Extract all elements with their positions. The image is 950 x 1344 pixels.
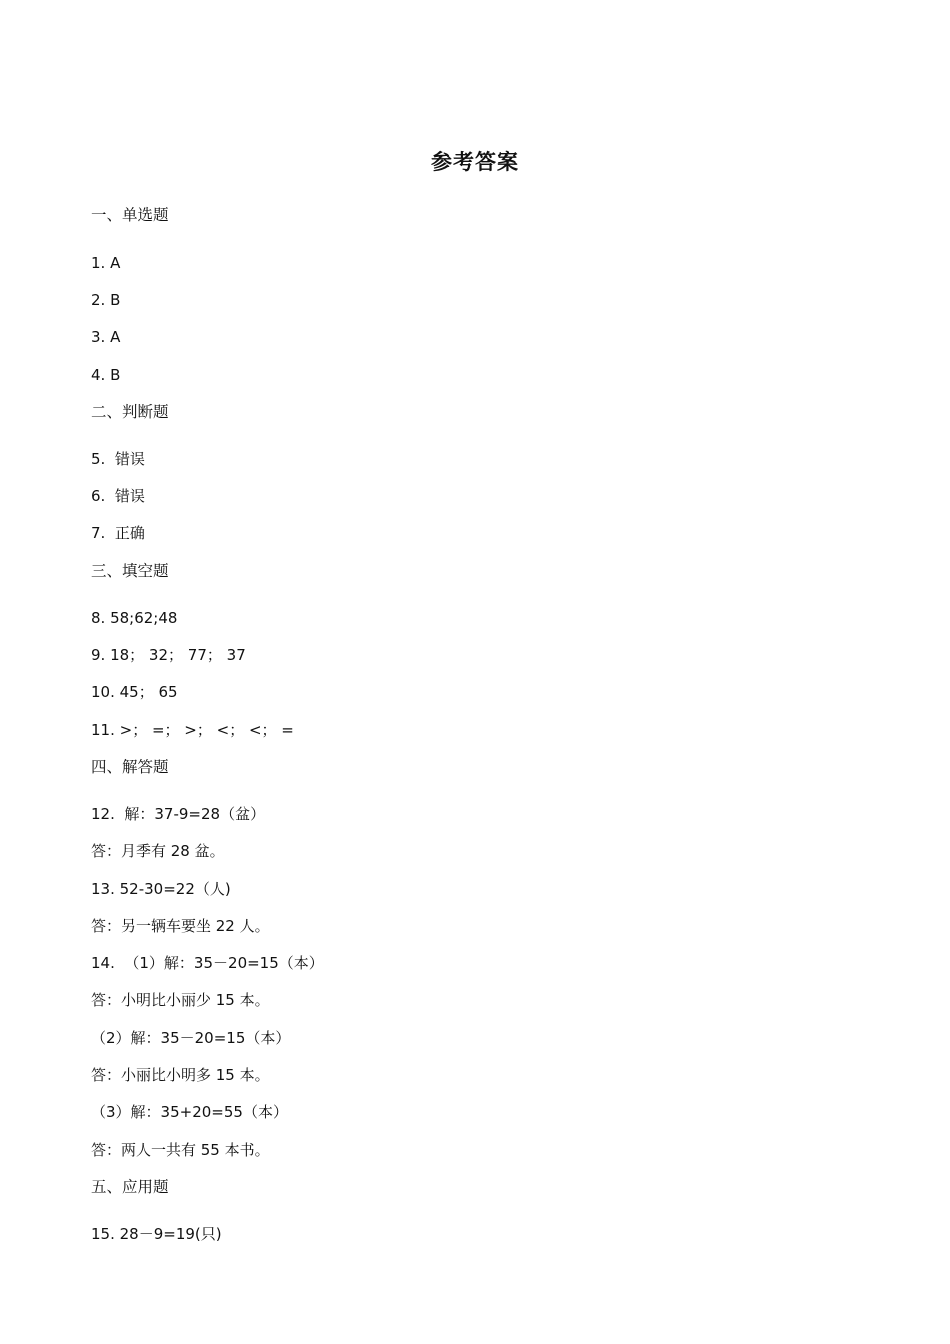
answer-14-part-2-reply: 答：小丽比小明多 15 本。 [91,1066,270,1084]
section-heading-application: 五、应用题 [91,1178,169,1196]
page-title: 参考答案 [431,150,519,174]
answer-15: 15. 28－9=19(只) [91,1225,222,1243]
answer-2: 2. B [91,291,121,309]
answer-11: 11. >； =； >； <； <； = [91,721,294,739]
answer-8: 8. 58;62;48 [91,609,178,627]
answer-13-reply: 答：另一辆车要坐 22 人。 [91,917,270,935]
answer-14-part-1: 14. （1）解：35－20=15（本） [91,954,324,972]
answer-14-part-3-reply: 答：两人一共有 55 本书。 [91,1141,270,1159]
answer-13: 13. 52-30=22（人) [91,880,231,898]
answer-3: 3. A [91,328,121,346]
answer-1: 1. A [91,254,121,272]
section-heading-single-choice: 一、单选题 [91,206,169,224]
answer-4: 4. B [91,366,121,384]
answer-14-part-1-reply: 答：小明比小丽少 15 本。 [91,991,270,1009]
answer-9: 9. 18； 32； 77； 37 [91,646,246,664]
answer-12: 12. 解：37-9=28（盆） [91,805,266,823]
answer-10: 10. 45； 65 [91,683,178,701]
section-heading-true-false: 二、判断题 [91,403,169,421]
answer-12-reply: 答：月季有 28 盆。 [91,842,225,860]
answer-5: 5. 错误 [91,450,145,468]
answer-6: 6. 错误 [91,487,145,505]
section-heading-solve: 四、解答题 [91,758,169,776]
answer-14-part-3: （3）解：35+20=55（本） [91,1103,288,1121]
answer-7: 7. 正确 [91,524,145,542]
answer-14-part-2: （2）解：35－20=15（本） [91,1029,291,1047]
section-heading-fill-blank: 三、填空题 [91,562,169,580]
